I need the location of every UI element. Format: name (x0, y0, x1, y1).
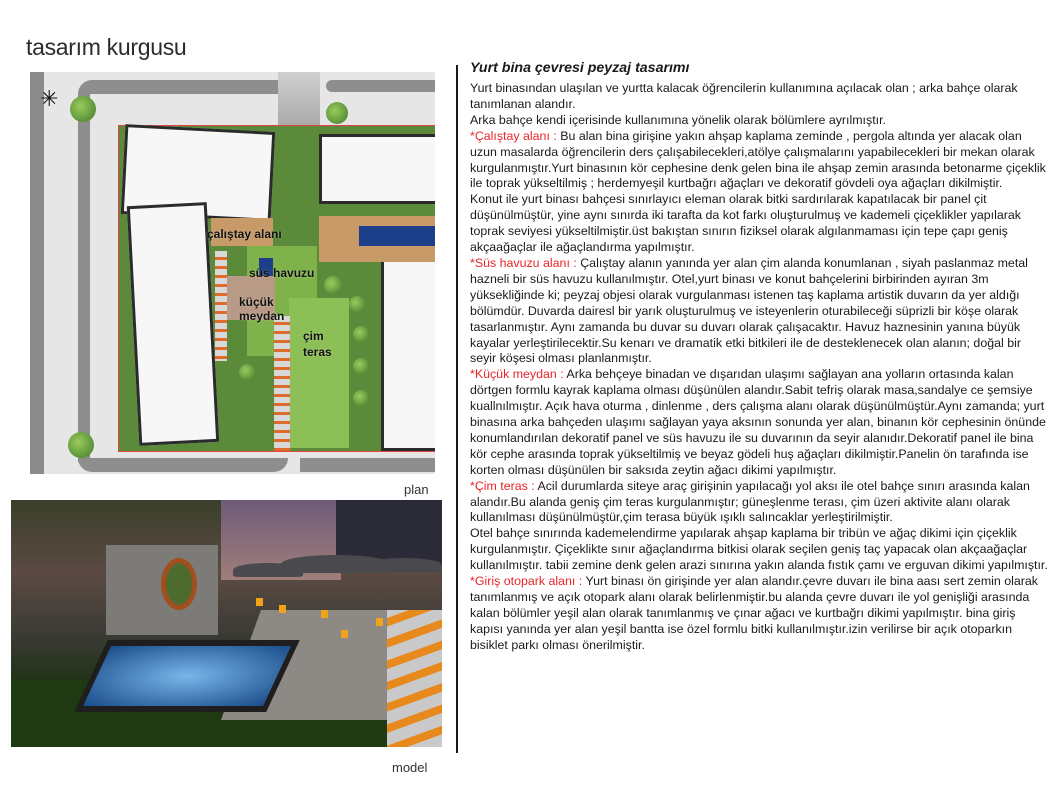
plan-road-bottom (78, 458, 288, 472)
plan-road-top-right (326, 80, 435, 92)
plan-tree (353, 326, 369, 342)
plan-tree (349, 296, 365, 312)
north-arrow-icon: ✳ (40, 86, 59, 111)
plan-tree (324, 276, 342, 294)
section-kucuk-meydan (470, 367, 1050, 478)
plan-building-east (381, 251, 435, 451)
section-label: *Giriş otopark alanı : (470, 574, 583, 589)
section-label: *Çalıştay alanı : (470, 128, 557, 143)
plan-road-left (30, 72, 44, 474)
section-body: Çalıştay alanın yanında yer alan çim alanda konumlanan , siyah paslanmaz metal hazneli bir süs havuzu kullanılmıştır. Otel,yurt binası ve konut bahçelerini birbirinden ayıran 3m yüksekliğinde ki; peyzaj objesi olarak vurgulanması istenen taş kaplama artistik duvarın da yer aldığı bölümdür. Duvarda dairesl bir yarık oluşturulmuş ve isteyenlerin oturabileceği süprizli bir köşe olarak tasarlanmıştır. Aynı zamanda bu duvar su duvarı olarak çalışacaktır. Havuz haznesinin yanına büyük kayalar yerleştirilecektir.Su kenarı ve dramatik etki bitkileri ile de desteklenecek olan alanın; doğal bir seyir köşesi olması planlanmıştır. (470, 255, 1028, 366)
section-calistay (470, 129, 1050, 193)
section-cim-teras-extra: Otel bahçe sınırında kademelendirme yapılarak ahşap kaplama bir tribün ve ağaç dikimi için çiçeklik kurgulanmıştır. Çiçeklikte sınır ağaçlandırma bitkisi olarak seçilen geniş taç yapacak olan akçaağaçlar kullanılmıştır. tabii zemine denk gelen arazi sınırına yakın alanda fıstık çamı ve erguvan dikimi yapılmıştır. (470, 526, 1048, 573)
render-ornamental-pool (74, 640, 300, 712)
render-chair (341, 630, 348, 638)
plan-walkway (274, 316, 290, 451)
section-label: *Küçük meydan : (470, 367, 564, 382)
section-label: *Çim teras : (470, 478, 535, 493)
plan-label-kucuk: küçük (239, 295, 274, 309)
model-caption: model (392, 760, 428, 775)
plan-tree (353, 390, 369, 406)
section-label: *Süs havuzu alanı : (470, 255, 577, 270)
section-calistay-extra: Konut ile yurt binası bahçesi sınırlayıcı eleman olarak bitki sardırılarak kapatılacak bir panel çit düşünülmüştür, yine aynı sınırda iki tarafta da kot farkı oluşturulmuş ve kademeli çiçeklikler yapılarak toprak seviyesi yükseltilmiştir.üst bakıştan sınırın fiziksel olarak algılanmaması için tepe çapı geniş akçaağaçlar ile ağaçlandırma yapılmıştır. (470, 192, 1021, 255)
section-sus-havuzu (470, 256, 1050, 367)
plan-grass-terrace (289, 298, 349, 448)
render-striped-path (387, 610, 442, 747)
plan-tree (326, 102, 348, 124)
render-chair (279, 605, 286, 613)
section-giris-otopark (470, 574, 1050, 654)
plan-caption: plan (404, 482, 429, 497)
render-circular-opening (161, 558, 197, 610)
plan-label-meydan: meydan (239, 309, 285, 323)
column-divider (456, 65, 458, 753)
article-heading: Yurt bina çevresi peyzaj tasarımı (470, 60, 690, 76)
plan-pool (359, 226, 435, 246)
render-chair (376, 618, 383, 626)
plan-site-boundary (118, 125, 435, 452)
plan-road-top (78, 80, 303, 94)
intro-paragraph: Arka bahçe kendi içerisinde kullanımına yönelik olarak bölümlere ayrılmıştır. (470, 112, 886, 127)
plan-tree (70, 96, 96, 122)
plan-label-teras: teras (303, 345, 332, 359)
site-plan-image (30, 72, 435, 474)
article (470, 59, 1050, 654)
plan-tree (353, 358, 369, 374)
section-body: Bu alan bina girişine yakın ahşap kaplama zeminde , pergola altında yer alacak olan uzun masalarda öğrencilerin ders çalışabilecekleri,atölye çalışmalarını yapabilecekleri bir mekan olarak kurgulanmıştır.Yurt binasının kör cephesine denk gelen bina ile ahşap zemin arasında betonarme çiçeklik ile toprak yükseltilmiş ; herdemyeşil kurtbağrı ağaçları ve dekoratif gövdeli oya ağaçları dikilmiştir. (470, 128, 1046, 191)
section-body: Arka behçeye binadan ve dışarıdan ulaşımı sağlayan ana yolların ortasında kalan dörtgen formlu kayrak kaplama olması düşünülen alandır.Sabit tefriş olarak masa,sandalye ce şemsiye kuallnılmıştır. Açık hava oturma , dinlenme , ders çalışma alanı olarak düşünülmüştür.Aynı zamanda; yurt binasına arka bahçeden ulaşımı sağlayan yaya aksının sonunda yer alan, binanın kör cephesinin önünde konumlandırılan dekoratif panel ve süs havuzu ile su duvarının da seyir alanıdır.Dekoratif panel ile bina kör cephe arasında toprak yükseltilmiş ve beyaz gödeli huş ağaçları dikilmiştir.Panelin ön tarafında ise korten olması düşünülen bir saksıda zeytin ağacı dikimi yapılmıştır. (470, 367, 1046, 477)
plan-building-northeast (319, 134, 435, 204)
model-render-image (11, 500, 442, 747)
plan-road-vertical (78, 92, 90, 462)
render-chair (256, 598, 263, 606)
plan-building-west (127, 202, 219, 446)
render-chair (321, 610, 328, 618)
plan-label-cim: çim (303, 329, 324, 343)
section-cim-teras (470, 479, 1050, 527)
plan-label-sus-havuzu: süs havuzu (249, 266, 315, 280)
plan-tree (68, 432, 94, 458)
render-umbrella (366, 558, 442, 572)
section-body: Acil durumlarda siteye araç girişinin yapılacağı yol aksı ile otel bahçe sınırı arasında kalan alandır.Bu alanda geniş çim teras kurgulanmıştır; güneşlenme terası, çim üzeri aktivite alanı olarak kullanılması düşünülmüştür,çim terasa büyük ışıklı salıncaklar yerleştirilmiştir. (470, 478, 1030, 525)
page-title: tasarım kurgusu (26, 34, 187, 60)
plan-walkway (215, 251, 227, 361)
plan-tree (239, 364, 255, 380)
intro-paragraph: Yurt binasından ulaşılan ve yurtta kalacak öğrencilerin kullanımına açılacak olan ; arka bahçe olarak tanımlanan alandır. (470, 81, 1018, 111)
plan-road-bottom-right (300, 458, 435, 472)
plan-label-calistay: çalıştay alanı (207, 227, 282, 241)
section-body: Yurt binası ön girişinde yer alan alandır.çevre duvarı ile bina aası sert zemin olarak tanımlanmış ve açık otopark alanı olarak belirlenmiştir.bu alanda çevre duvarı ile yol genişliği arasında kalan bölümler yeşil alan olarak tanımlanmış ve çınar ağacı ve kurtbağrı dikimi yapılmıştır. bina giriş kapısı yanında yer alan yeşil bantta ise özel formlu bitki kullanılmıştır.izin verilirse bir açık otoparkın bisiklet parkı olması önerilmiştir. (470, 574, 1038, 652)
